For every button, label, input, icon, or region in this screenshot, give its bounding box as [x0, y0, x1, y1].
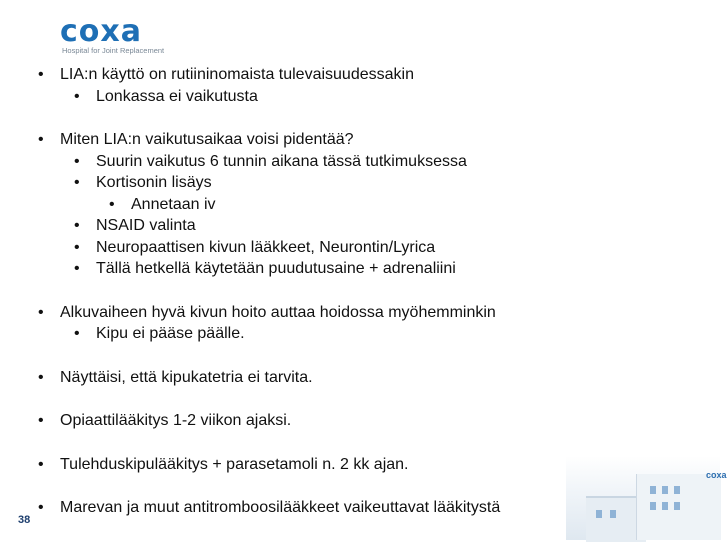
bullet-marker: •	[38, 303, 44, 321]
bullet-text: Miten LIA:n vaikutusaikaa voisi pidentää?	[60, 131, 354, 148]
bullet-text: Suurin vaikutus 6 tunnin aikana tässä tutkimuksessa	[96, 152, 467, 170]
window	[610, 510, 616, 518]
bullet-marker: •	[38, 499, 44, 516]
window	[596, 510, 602, 518]
bullet-item-level-3	[38, 194, 678, 216]
bullet-item-level-2	[38, 323, 678, 345]
bullet-marker: •	[74, 152, 80, 170]
bullet-item-level-2	[38, 237, 678, 259]
bullet-text: Alkuvaiheen hyvä kivun hoito auttaa hoidossa myöhemminkin	[60, 303, 496, 321]
building-sign: coxa	[706, 470, 727, 480]
bullet-text: Näyttäisi, että kipukatetria ei tarvita.	[60, 368, 313, 386]
bullet-text: Tulehduskipulääkitys + parasetamoli n. 2 kk ajan.	[60, 455, 409, 473]
logo-wordmark: coxa	[60, 14, 142, 49]
bullet-block	[38, 367, 678, 389]
bullet-marker: •	[38, 66, 44, 83]
bullet-marker: •	[74, 87, 80, 105]
window	[662, 502, 668, 510]
bullet-item-level-1	[38, 410, 678, 432]
bullet-marker: •	[74, 217, 80, 234]
bullet-marker: •	[38, 455, 44, 473]
bullet-text: Lonkassa ei vaikutusta	[96, 87, 258, 105]
bullet-marker: •	[38, 131, 44, 148]
bullet-text: Marevan ja muut antitromboosilääkkeet vaikeuttavat lääkitystä	[60, 499, 501, 516]
bullet-item-level-1	[38, 367, 678, 389]
bullet-block	[38, 302, 678, 345]
bullet-marker: •	[109, 195, 115, 213]
window	[674, 486, 680, 494]
bullet-marker: •	[74, 174, 80, 191]
bullet-block	[38, 64, 678, 107]
bullet-item-level-1	[38, 302, 678, 324]
bullet-marker: •	[74, 325, 80, 342]
coxa-logo	[60, 14, 180, 58]
page-number: 38	[18, 514, 31, 526]
bullet-text: LIA:n käyttö on rutiininomaista tulevaisuudessakin	[60, 66, 414, 83]
bullet-text: Neuropaattisen kivun lääkkeet, Neurontin/Lyrica	[96, 238, 436, 256]
bullet-marker: •	[74, 260, 80, 277]
bullet-item-level-2	[38, 151, 678, 173]
bullet-marker: •	[38, 412, 44, 429]
bullet-item-level-1	[38, 64, 678, 86]
bullet-item-level-2	[38, 172, 678, 194]
bullet-text: Opiaattilääkitys 1-2 viikon ajaksi.	[60, 412, 292, 429]
window	[650, 486, 656, 494]
bullet-block	[38, 410, 678, 432]
bullet-text: Tällä hetkellä käytetään puudutusaine + adrenaliini	[96, 260, 456, 277]
bullet-item-level-2	[38, 215, 678, 237]
window	[650, 502, 656, 510]
bullet-text: NSAID valinta	[96, 217, 196, 234]
bullet-marker: •	[38, 368, 44, 386]
logo-tagline: Hospital for Joint Replacement	[62, 46, 165, 55]
bullet-text: Kipu ei pääse päälle.	[96, 325, 245, 342]
bullet-text: Annetaan iv	[131, 195, 216, 213]
window	[674, 502, 680, 510]
window	[662, 486, 668, 494]
bullet-marker: •	[74, 238, 80, 256]
bullet-text: Kortisonin lisäys	[96, 174, 212, 191]
bullet-item-level-2	[38, 258, 678, 280]
hospital-building-photo	[566, 456, 727, 540]
bullet-item-level-2	[38, 86, 678, 108]
bullet-block	[38, 129, 678, 280]
bullet-item-level-1	[38, 129, 678, 151]
